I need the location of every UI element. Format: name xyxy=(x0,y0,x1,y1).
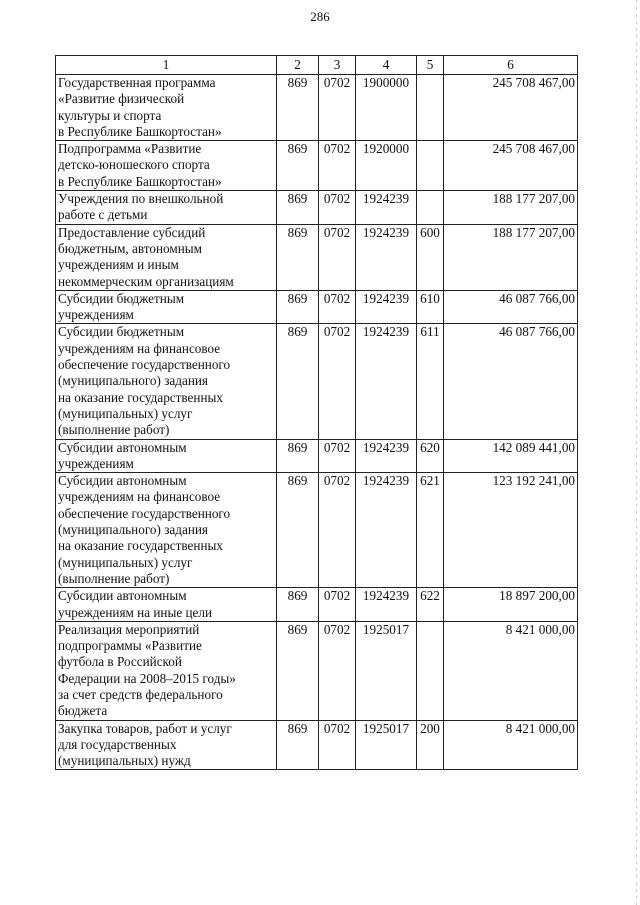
code-2-cell xyxy=(277,621,319,720)
code-3-text: 0702 xyxy=(323,588,351,604)
code-3-cell xyxy=(319,141,356,191)
table-row xyxy=(56,473,578,588)
amount-cell xyxy=(444,75,578,141)
code-3-cell xyxy=(319,191,356,225)
code-4-text: 1920000 xyxy=(362,141,410,157)
code-2-text: 869 xyxy=(287,720,308,736)
code-4-cell xyxy=(356,588,417,622)
item-name-cell xyxy=(56,75,277,141)
amount-text: 46 087 766,00 xyxy=(499,290,575,306)
code-5-text: 200 xyxy=(420,720,440,736)
amount-cell xyxy=(444,588,578,622)
code-4-cell xyxy=(356,621,417,720)
code-2-cell xyxy=(277,191,319,225)
amount-cell xyxy=(444,439,578,473)
code-4-text: 1925017 xyxy=(362,621,410,637)
code-5-cell xyxy=(417,191,444,225)
code-4-text: 1924239 xyxy=(362,290,410,306)
item-name-cell xyxy=(56,720,277,770)
code-4-text: 1924239 xyxy=(362,588,410,604)
table-row xyxy=(56,224,578,290)
code-3-text: 0702 xyxy=(323,473,351,489)
code-2-text: 869 xyxy=(287,588,308,604)
code-3-cell xyxy=(319,473,356,588)
code-5-text: 611 xyxy=(420,324,440,340)
code-5-text: 610 xyxy=(420,290,440,306)
column-header: 5 xyxy=(417,56,444,75)
code-5-cell xyxy=(417,324,444,439)
amount-cell xyxy=(444,290,578,324)
code-4-cell xyxy=(356,191,417,225)
header-row xyxy=(56,56,578,75)
code-4-text: 1924239 xyxy=(362,439,410,455)
table-row xyxy=(56,75,578,141)
code-4-cell xyxy=(356,720,417,770)
amount-cell xyxy=(444,224,578,290)
amount-text: 188 177 207,00 xyxy=(492,191,575,207)
code-2-cell xyxy=(277,720,319,770)
amount-text: 8 421 000,00 xyxy=(505,720,575,736)
code-3-cell xyxy=(319,621,356,720)
table-row xyxy=(56,141,578,191)
code-3-cell xyxy=(319,324,356,439)
item-name-cell xyxy=(56,224,277,290)
amount-text: 18 897 200,00 xyxy=(499,588,575,604)
code-2-text: 869 xyxy=(287,473,308,489)
code-2-text: 869 xyxy=(287,324,308,340)
code-5-text: 622 xyxy=(420,588,440,604)
amount-text: 245 708 467,00 xyxy=(492,141,575,157)
item-name-cell xyxy=(56,324,277,439)
item-name-text: Субсидии автономным учреждениям xyxy=(58,439,187,471)
code-5-cell xyxy=(417,720,444,770)
code-5-cell xyxy=(417,621,444,720)
item-name-text: Субсидии автономным учреждениям на финансовое обеспечение государственного (муниципального) задания на оказание государственных (муниципальных) услуг (выполнение работ) xyxy=(58,473,231,586)
code-2-cell xyxy=(277,290,319,324)
code-3-text: 0702 xyxy=(323,141,351,157)
amount-cell xyxy=(444,720,578,770)
code-5-cell xyxy=(417,75,444,141)
code-2-text: 869 xyxy=(287,75,308,90)
code-5-cell xyxy=(417,141,444,191)
page-number: 286 xyxy=(310,9,330,24)
code-3-cell xyxy=(319,290,356,324)
code-2-text: 869 xyxy=(287,191,308,207)
item-name-cell xyxy=(56,439,277,473)
item-name-cell xyxy=(56,141,277,191)
code-3-text: 0702 xyxy=(323,75,351,90)
table-row xyxy=(56,621,578,720)
code-2-cell xyxy=(277,473,319,588)
code-2-cell xyxy=(277,324,319,439)
amount-cell xyxy=(444,141,578,191)
code-5-cell xyxy=(417,224,444,290)
code-3-text: 0702 xyxy=(323,224,351,240)
code-5-cell xyxy=(417,473,444,588)
code-5-text: 621 xyxy=(420,473,440,489)
code-2-cell xyxy=(277,439,319,473)
amount-cell xyxy=(444,621,578,720)
code-3-text: 0702 xyxy=(323,324,351,340)
code-3-text: 0702 xyxy=(323,720,351,736)
code-4-text: 1900000 xyxy=(362,75,410,90)
item-name-text: Государственная программа «Развитие физической культуры и спорта в Республике Башкортостан» xyxy=(58,75,222,139)
item-name-cell xyxy=(56,621,277,720)
code-2-text: 869 xyxy=(287,439,308,455)
item-name-text: Закупка товаров, работ и услуг для государственных (муниципальных) нужд xyxy=(58,720,232,769)
code-4-text: 1924239 xyxy=(362,224,410,240)
amount-cell xyxy=(444,191,578,225)
column-header: 6 xyxy=(444,56,578,75)
column-header: 1 xyxy=(56,56,277,75)
column-header: 4 xyxy=(356,56,417,75)
code-4-text: 1924239 xyxy=(362,473,410,489)
table-row xyxy=(56,191,578,225)
scan-edge xyxy=(636,0,637,905)
amount-cell xyxy=(444,324,578,439)
table-row xyxy=(56,720,578,770)
code-5-cell xyxy=(417,588,444,622)
code-2-text: 869 xyxy=(287,290,308,306)
item-name-cell xyxy=(56,473,277,588)
code-4-cell xyxy=(356,290,417,324)
code-5-text: 600 xyxy=(420,224,440,240)
column-header: 2 xyxy=(277,56,319,75)
code-4-text: 1925017 xyxy=(362,720,410,736)
code-4-text: 1924239 xyxy=(362,324,410,340)
code-4-cell xyxy=(356,324,417,439)
code-3-text: 0702 xyxy=(323,191,351,207)
code-4-cell xyxy=(356,141,417,191)
code-2-cell xyxy=(277,588,319,622)
code-3-text: 0702 xyxy=(323,290,351,306)
item-name-text: Подпрограмма «Развитие детско-юношеского спорта в Республике Башкортостан» xyxy=(58,141,222,189)
code-3-cell xyxy=(319,224,356,290)
code-5-text: 620 xyxy=(420,439,440,455)
code-4-text: 1924239 xyxy=(362,191,410,207)
code-4-cell xyxy=(356,75,417,141)
item-name-text: Учреждения по внешкольной работе с детьми xyxy=(58,191,224,223)
code-3-text: 0702 xyxy=(323,621,351,637)
amount-text: 188 177 207,00 xyxy=(492,224,575,240)
item-name-text: Предоставление субсидий бюджетным, автономным учреждениям и иным некоммерческим организациям xyxy=(58,224,234,289)
code-5-cell xyxy=(417,439,444,473)
code-4-cell xyxy=(356,224,417,290)
amount-text: 123 192 241,00 xyxy=(492,473,575,489)
table-row xyxy=(56,439,578,473)
item-name-cell xyxy=(56,588,277,622)
code-2-cell xyxy=(277,224,319,290)
code-3-cell xyxy=(319,439,356,473)
code-2-text: 869 xyxy=(287,224,308,240)
code-2-text: 869 xyxy=(287,621,308,637)
code-4-cell xyxy=(356,439,417,473)
table-row xyxy=(56,290,578,324)
table-row xyxy=(56,588,578,622)
code-2-cell xyxy=(277,75,319,141)
code-4-cell xyxy=(356,473,417,588)
amount-text: 142 089 441,00 xyxy=(492,439,575,455)
column-header: 3 xyxy=(319,56,356,75)
code-2-text: 869 xyxy=(287,141,308,157)
item-name-cell xyxy=(56,290,277,324)
item-name-text: Субсидии бюджетным учреждениям на финансовое обеспечение государственного (муниципального) задания на оказание государственных (муниципальных) услуг (выполнение работ) xyxy=(58,324,231,438)
code-5-cell xyxy=(417,290,444,324)
code-3-cell xyxy=(319,720,356,770)
code-2-cell xyxy=(277,141,319,191)
code-3-cell xyxy=(319,588,356,622)
amount-text: 245 708 467,00 xyxy=(492,75,575,90)
item-name-text: Субсидии бюджетным учреждениям xyxy=(58,290,185,323)
amount-text: 46 087 766,00 xyxy=(499,324,575,340)
table-row xyxy=(56,324,578,439)
amount-cell xyxy=(444,473,578,588)
code-3-text: 0702 xyxy=(323,439,351,455)
item-name-text: Реализация мероприятий подпрограммы «Развитие футбола в Российской Федерации на 2008–2015 годы» за счет средств федерального бюджета xyxy=(58,621,236,719)
code-3-cell xyxy=(319,75,356,141)
budget-table xyxy=(55,55,578,770)
amount-text: 8 421 000,00 xyxy=(505,621,575,637)
item-name-cell xyxy=(56,191,277,225)
item-name-text: Субсидии автономным учреждениям на иные цели xyxy=(58,588,213,620)
